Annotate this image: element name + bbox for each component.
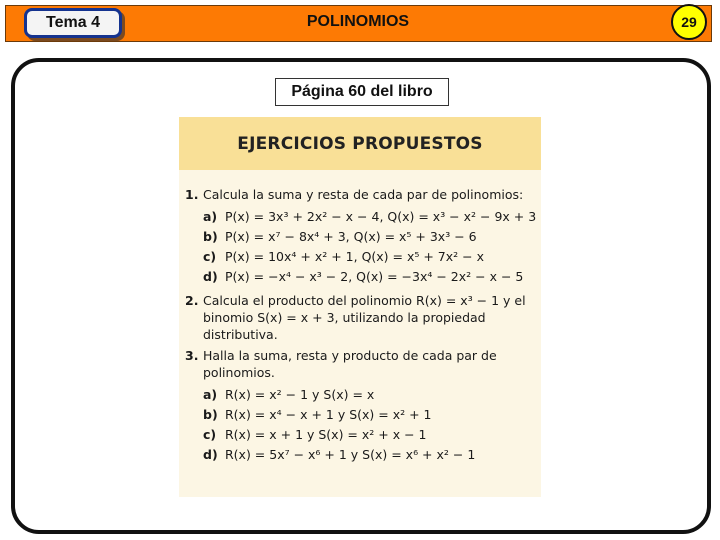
exercises-body — [179, 170, 541, 465]
tema-label: Tema 4 — [46, 14, 100, 31]
list-item — [203, 385, 529, 405]
item-expression: R(x) = x² − 1 y S(x) = x — [225, 387, 375, 402]
item-expression: R(x) = x⁴ − x + 1 y S(x) = x² + 1 — [225, 407, 432, 422]
tema-badge[interactable] — [24, 8, 122, 38]
exercise-1-items — [185, 207, 537, 287]
exercise-3 — [185, 347, 529, 381]
item-expression: R(x) = 5x⁷ − x⁶ + 1 y S(x) = x⁶ + x² − 1 — [225, 447, 476, 462]
item-expression: P(x) = 3x³ + 2x² − x − 4, Q(x) = x³ − x² − 9x + 3 — [225, 209, 537, 224]
exercise-1 — [185, 186, 529, 203]
item-label: d) — [203, 447, 218, 462]
list-item — [203, 425, 529, 445]
exercise-number: 2. — [185, 293, 199, 308]
exercises-image — [179, 117, 541, 497]
item-label: a) — [203, 387, 218, 402]
exercise-2 — [185, 292, 529, 343]
exercise-text: Calcula la suma y resta de cada par de polinomios: — [203, 187, 524, 202]
item-expression: P(x) = −x⁴ − x³ − 2, Q(x) = −3x⁴ − 2x² − x − 5 — [225, 269, 524, 284]
book-reference: Página 60 del libro — [275, 78, 449, 106]
item-label: d) — [203, 269, 218, 284]
exercise-number: 3. — [185, 348, 199, 363]
list-item — [203, 267, 529, 287]
list-item — [203, 227, 529, 247]
exercises-heading: EJERCICIOS PROPUESTOS — [179, 117, 541, 170]
exercise-text: Calcula el producto del polinomio R(x) = x³ − 1 y el binomio S(x) = x + 3, utilizando la propiedad distributiva. — [203, 293, 526, 342]
list-item — [203, 247, 529, 267]
item-expression: P(x) = x⁷ − 8x⁴ + 3, Q(x) = x⁵ + 3x³ − 6 — [225, 229, 477, 244]
item-label: b) — [203, 407, 218, 422]
page-number-badge — [671, 4, 707, 40]
item-expression: P(x) = 10x⁴ + x² + 1, Q(x) = x⁵ + 7x² − x — [225, 249, 484, 264]
item-label: c) — [203, 427, 217, 442]
list-item — [203, 405, 529, 425]
exercise-3-items — [185, 385, 529, 465]
exercise-number: 1. — [185, 187, 199, 202]
list-item — [203, 445, 529, 465]
exercise-text: Halla la suma, resta y producto de cada par de polinomios. — [203, 348, 497, 380]
list-item — [203, 207, 537, 227]
item-expression: R(x) = x + 1 y S(x) = x² + x − 1 — [225, 427, 427, 442]
page-number: 29 — [681, 14, 697, 30]
item-label: c) — [203, 249, 217, 264]
page-title: POLINOMIOS — [306, 13, 410, 30]
item-label: b) — [203, 229, 218, 244]
item-label: a) — [203, 209, 218, 224]
